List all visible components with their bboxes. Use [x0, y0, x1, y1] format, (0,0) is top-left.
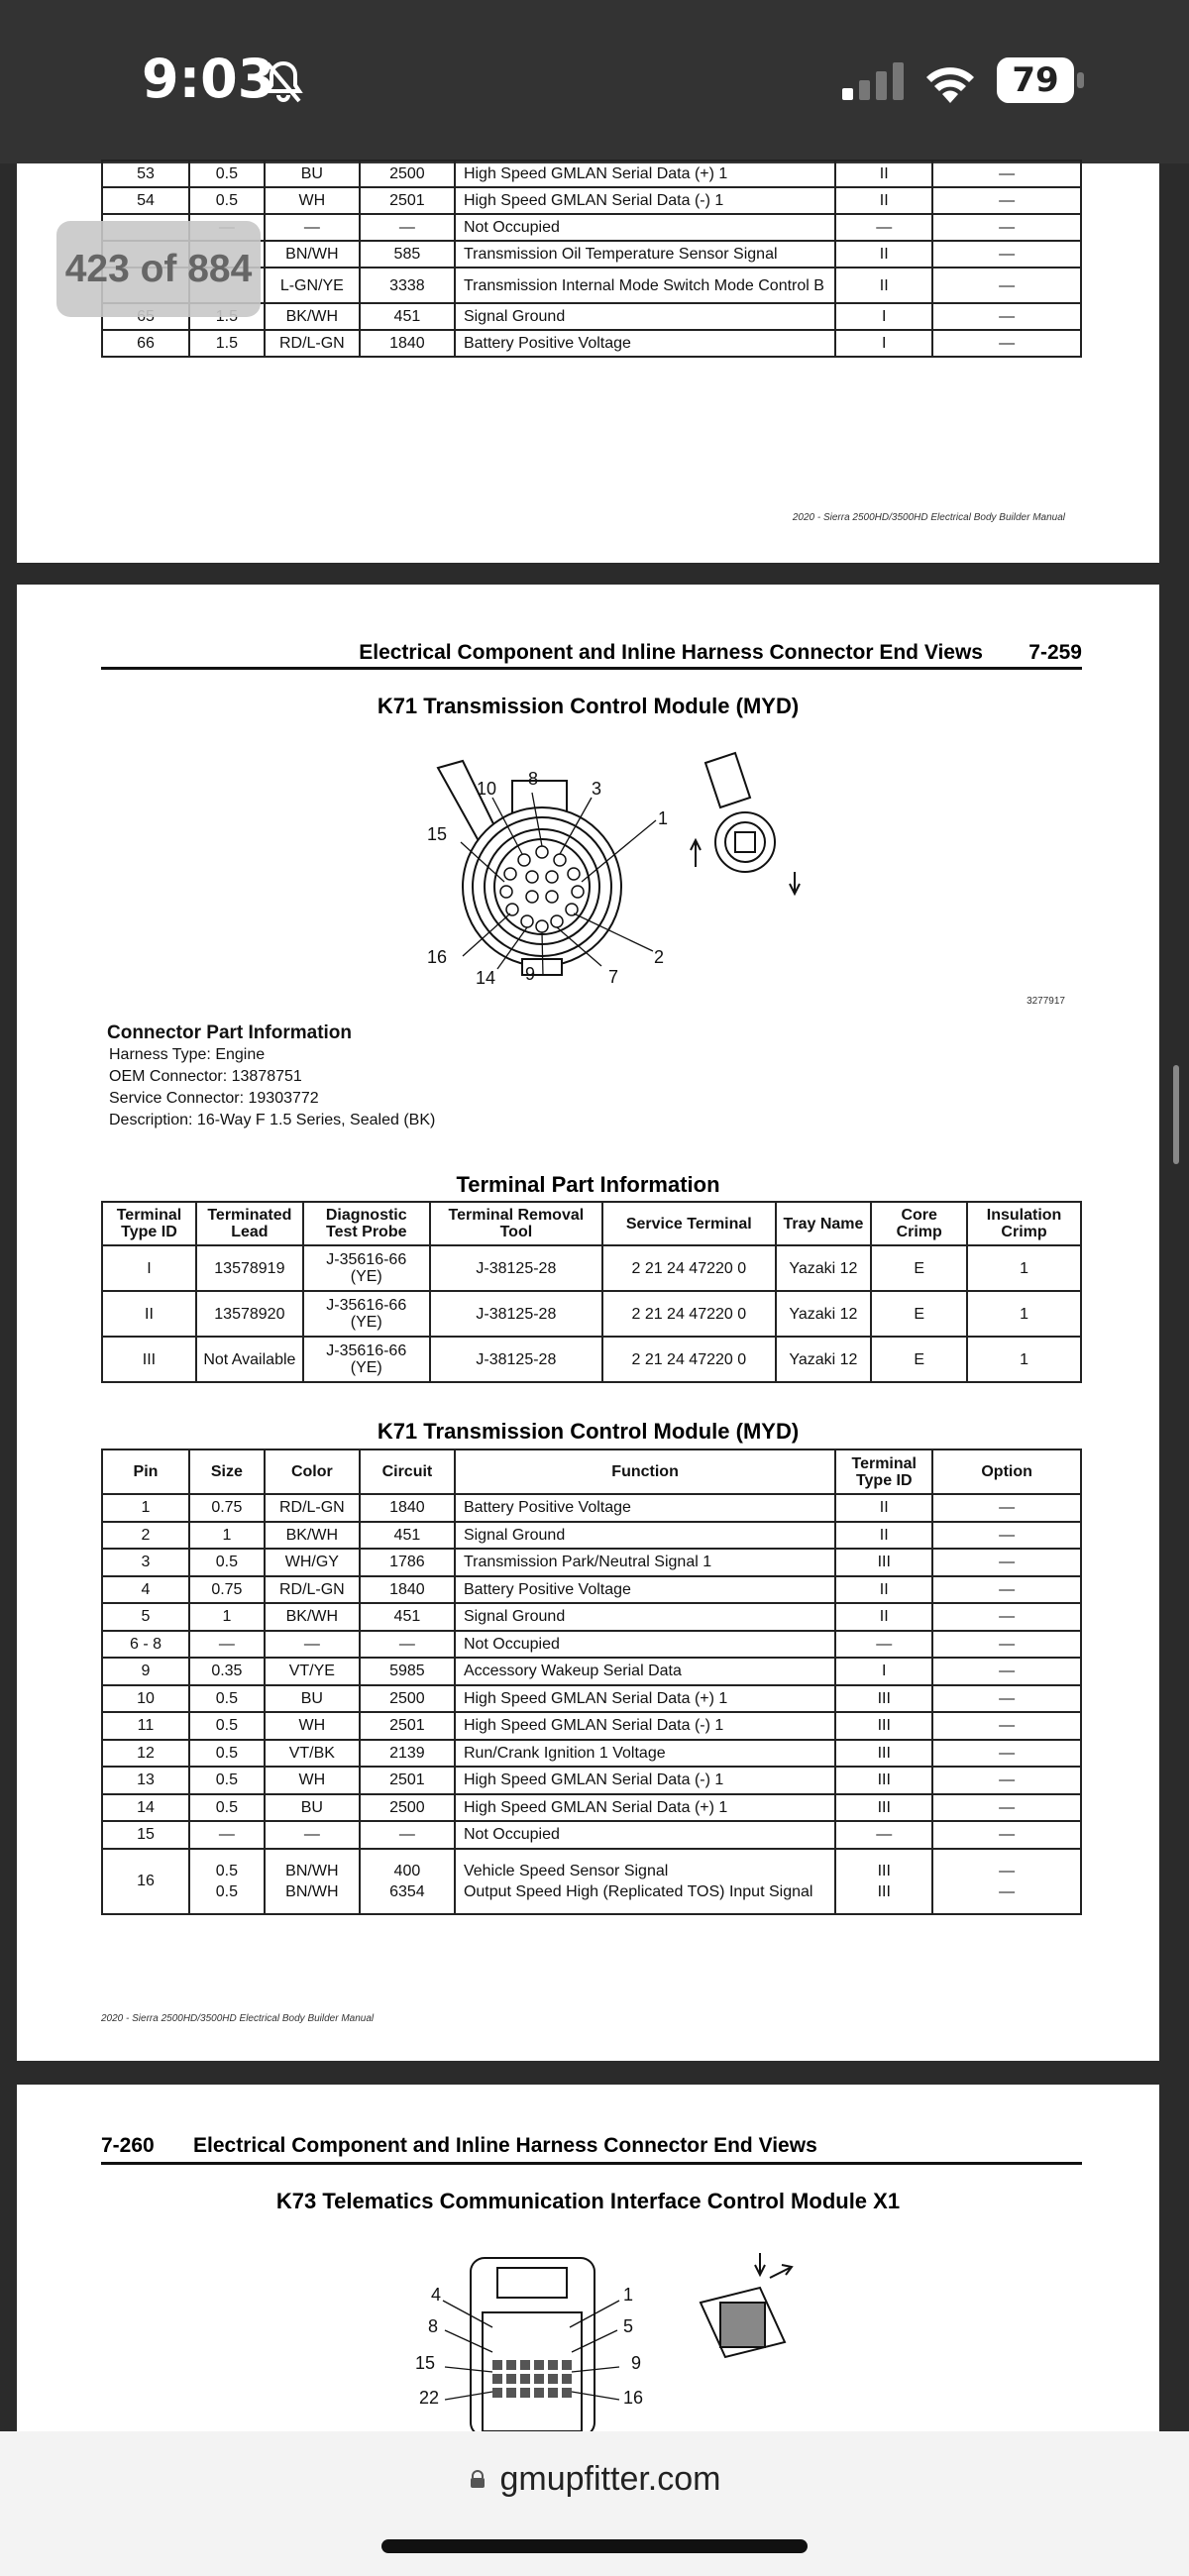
table-cell: 0.5	[189, 1549, 265, 1576]
table-cell: 1	[967, 1291, 1081, 1337]
table-cell	[455, 1849, 835, 1914]
bell-slash-icon	[260, 57, 307, 105]
column-header: Size	[189, 1449, 265, 1494]
table-row	[102, 161, 1081, 187]
table-cell: 3338	[360, 268, 455, 303]
table-cell: 0.5	[189, 1685, 265, 1713]
connector-part-info	[109, 1022, 435, 1131]
table-cell: —	[932, 1740, 1081, 1768]
table-cell: VT/BK	[265, 1740, 360, 1768]
pdf-page-7-260	[17, 2085, 1159, 2431]
table-row	[102, 1576, 1081, 1604]
table-cell: High Speed GMLAN Serial Data (-) 1	[455, 1712, 835, 1740]
table-cell: Transmission Oil Temperature Sensor Signal	[455, 241, 835, 268]
table-cell: BK/WH	[265, 303, 360, 330]
table-cell: 14	[102, 1794, 189, 1822]
table-row	[102, 1712, 1081, 1740]
battery-level: 79	[1012, 60, 1059, 100]
table-cell: 2500	[360, 161, 455, 187]
column-header: Circuit	[360, 1449, 455, 1494]
table-cell: —	[932, 1522, 1081, 1550]
connector-info-line: Description: 16-Way F 1.5 Series, Sealed (BK)	[109, 1112, 436, 1128]
table-cell: 0.75	[189, 1576, 265, 1604]
table-cell: Run/Crank Ignition 1 Voltage	[455, 1740, 835, 1768]
pin-callout: 8	[528, 769, 539, 789]
table-cell: Transmission Internal Mode Switch Mode Control B	[455, 268, 835, 303]
table-row	[102, 1522, 1081, 1550]
cell-line: —	[999, 1862, 1016, 1879]
pin-table	[101, 1449, 1082, 1915]
table-cell: 1840	[360, 1494, 455, 1522]
table-cell: BU	[265, 1685, 360, 1713]
table-cell: High Speed GMLAN Serial Data (-) 1	[455, 1767, 835, 1794]
table-cell: I	[835, 1658, 932, 1685]
table-cell: —	[932, 161, 1081, 187]
table-cell: 1840	[360, 1576, 455, 1604]
table-cell: 2 21 24 47220 0	[602, 1245, 775, 1291]
pin-callout: 5	[623, 2316, 634, 2336]
table-cell: 5985	[360, 1658, 455, 1685]
table-cell: E	[871, 1337, 967, 1382]
pin-callout: 8	[428, 2316, 439, 2336]
table-cell: RD/L-GN	[265, 330, 360, 357]
table-row	[102, 1658, 1081, 1685]
column-header: Option	[932, 1449, 1081, 1494]
table-cell: Not Occupied	[455, 1631, 835, 1659]
cell-line: 400	[393, 1862, 421, 1879]
table-cell	[360, 1849, 455, 1914]
table-cell: 16	[102, 1849, 189, 1914]
table-row	[102, 1337, 1081, 1382]
table-cell: 451	[360, 1603, 455, 1631]
header-page-number: 7-260	[101, 2134, 155, 2157]
table-cell: 1840	[360, 330, 455, 357]
table-cell: Not Occupied	[455, 214, 835, 241]
connector-info-line: Harness Type: Engine	[109, 1046, 266, 1063]
pin-callout: 9	[631, 2353, 642, 2373]
url-text: gmupfitter.com	[499, 2460, 721, 2498]
table-cell: 9	[102, 1658, 189, 1685]
header-page-number: 7-259	[1028, 641, 1082, 664]
table-cell: 1	[189, 1603, 265, 1631]
cell-line: 0.5	[215, 1862, 239, 1879]
table-cell: 5	[102, 1603, 189, 1631]
table-cell: III	[835, 1712, 932, 1740]
page-footer: 2020 - Sierra 2500HD/3500HD Electrical Body Builder Manual	[101, 2013, 375, 2024]
table-cell: III	[835, 1740, 932, 1768]
table-cell: 53	[102, 161, 189, 187]
table-cell: 451	[360, 1522, 455, 1550]
table-cell: 2501	[360, 187, 455, 214]
table-cell: 2139	[360, 1740, 455, 1768]
table-cell: —	[932, 1549, 1081, 1576]
table-cell: RD/L-GN	[265, 1494, 360, 1522]
page-header	[101, 641, 1082, 670]
table-cell: —	[835, 1821, 932, 1849]
pin-callout: 1	[658, 808, 669, 828]
table-cell: —	[265, 1821, 360, 1849]
cell-line: —	[999, 1882, 1016, 1900]
table-cell: —	[932, 241, 1081, 268]
table-cell: 66	[102, 330, 189, 357]
component-title: K73 Telematics Communication Interface Control Module X1	[275, 2189, 901, 2213]
terminal-table-title: Terminal Part Information	[456, 1172, 720, 1197]
browser-bottom-bar	[0, 2431, 1189, 2576]
table-cell: Yazaki 12	[776, 1291, 872, 1337]
table-cell: I	[102, 1245, 196, 1291]
table-cell: BU	[265, 161, 360, 187]
table-cell: —	[932, 1685, 1081, 1713]
table-row	[102, 1603, 1081, 1631]
cell-line: Vehicle Speed Sensor Signal	[463, 1862, 669, 1879]
table-cell: J-35616-66 (YE)	[303, 1337, 430, 1382]
table-cell: Signal Ground	[455, 303, 835, 330]
connector-diagram	[393, 2243, 819, 2431]
column-header: Service Terminal	[602, 1202, 775, 1245]
table-cell: Battery Positive Voltage	[455, 1494, 835, 1522]
table-cell: —	[265, 214, 360, 241]
table-cell: J-38125-28	[430, 1291, 602, 1337]
table-cell: RD/L-GN	[265, 1576, 360, 1604]
pin-callout: 16	[623, 2388, 644, 2408]
table-cell: 2 21 24 47220 0	[602, 1337, 775, 1382]
cell-line: III	[877, 1882, 891, 1900]
cell-line: III	[877, 1862, 891, 1879]
table-cell: J-35616-66 (YE)	[303, 1245, 430, 1291]
pin-callout: 14	[476, 968, 496, 986]
table-row	[102, 1767, 1081, 1794]
table-cell: 1	[967, 1337, 1081, 1382]
pin-callout: 7	[608, 967, 619, 986]
table-cell: 2	[102, 1522, 189, 1550]
table-row	[102, 187, 1081, 214]
table-cell: 0.75	[189, 1494, 265, 1522]
table-cell: I	[835, 330, 932, 357]
clock: 9:03	[142, 48, 275, 110]
cell-line: BN/WH	[285, 1862, 339, 1879]
table-cell: —	[932, 1576, 1081, 1604]
table-cell	[835, 1849, 932, 1914]
column-header: Function	[455, 1449, 835, 1494]
table-row	[102, 1685, 1081, 1713]
table-cell: —	[932, 187, 1081, 214]
table-cell: —	[265, 1631, 360, 1659]
table-cell: BK/WH	[265, 1603, 360, 1631]
pin-callout: 4	[431, 2285, 442, 2305]
column-header: Diagnostic Test Probe	[303, 1202, 430, 1245]
table-cell	[189, 1849, 265, 1914]
connector-info-line: Service Connector: 19303772	[109, 1090, 319, 1107]
table-cell: 451	[360, 303, 455, 330]
table-cell: 0.5	[189, 1794, 265, 1822]
table-cell: 10	[102, 1685, 189, 1713]
pin-callout: 15	[415, 2353, 436, 2373]
table-cell: III	[835, 1794, 932, 1822]
table-row	[102, 1291, 1081, 1337]
connector-info-heading: Connector Part Information	[107, 1022, 353, 1043]
table-cell: 2500	[360, 1794, 455, 1822]
table-cell: Accessory Wakeup Serial Data	[455, 1658, 835, 1685]
cellular-signal-icon	[842, 62, 904, 100]
table-cell: —	[932, 330, 1081, 357]
table-cell: II	[835, 268, 932, 303]
table-cell: High Speed GMLAN Serial Data (+) 1	[455, 1794, 835, 1822]
column-header: Pin	[102, 1449, 189, 1494]
page-header	[101, 2134, 1082, 2165]
table-cell: High Speed GMLAN Serial Data (-) 1	[455, 187, 835, 214]
table-cell: —	[932, 1603, 1081, 1631]
table-cell: 0.5	[189, 161, 265, 187]
table-cell: 2 21 24 47220 0	[602, 1291, 775, 1337]
table-row	[102, 1245, 1081, 1291]
terminal-part-table	[101, 1201, 1082, 1383]
table-cell: Not Available	[196, 1337, 303, 1382]
table-cell: II	[835, 1494, 932, 1522]
table-row	[102, 1494, 1081, 1522]
pin-callout: 16	[427, 947, 448, 967]
table-cell: III	[835, 1549, 932, 1576]
figure-id: 3277917	[1027, 996, 1065, 1007]
table-row	[102, 1821, 1081, 1849]
table-cell: 1786	[360, 1549, 455, 1576]
table-cell: Transmission Park/Neutral Signal 1	[455, 1549, 835, 1576]
table-cell: Battery Positive Voltage	[455, 330, 835, 357]
table-cell: —	[932, 1658, 1081, 1685]
connector-info-line: OEM Connector: 13878751	[109, 1068, 302, 1085]
table-cell: II	[835, 241, 932, 268]
column-header: Color	[265, 1449, 360, 1494]
cell-line: 6354	[389, 1882, 425, 1900]
table-cell: Yazaki 12	[776, 1245, 872, 1291]
table-row	[102, 1849, 1081, 1914]
table-cell: WH	[265, 1712, 360, 1740]
table-cell: —	[189, 1821, 265, 1849]
status-bar	[0, 0, 1189, 163]
table-cell: —	[835, 1631, 932, 1659]
table-cell: 6 - 8	[102, 1631, 189, 1659]
table-cell: WH/GY	[265, 1549, 360, 1576]
table-cell: —	[932, 1631, 1081, 1659]
table-row	[102, 1740, 1081, 1768]
table-cell: —	[932, 1794, 1081, 1822]
table-cell: 2501	[360, 1767, 455, 1794]
pin-callout: 10	[477, 779, 497, 799]
table-cell: II	[835, 1522, 932, 1550]
table-cell: 2501	[360, 1712, 455, 1740]
table-cell: 1	[102, 1494, 189, 1522]
table-cell: III	[102, 1337, 196, 1382]
table-cell: II	[835, 1576, 932, 1604]
connector-diagram	[393, 743, 819, 986]
pin-table-title: K71 Transmission Control Module (MYD)	[377, 1419, 800, 1444]
table-cell: Signal Ground	[455, 1522, 835, 1550]
pin-callout: 15	[427, 824, 448, 844]
table-cell: 0.5	[189, 187, 265, 214]
table-cell: J-38125-28	[430, 1337, 602, 1382]
table-cell: 15	[102, 1821, 189, 1849]
table-cell: —	[932, 214, 1081, 241]
page-counter-badge: 423 of 884	[56, 221, 261, 317]
table-cell: 0.5	[189, 1767, 265, 1794]
scrollbar-thumb[interactable]	[1173, 1065, 1179, 1164]
table-cell: —	[932, 1494, 1081, 1522]
table-cell: 1	[967, 1245, 1081, 1291]
header-title: Electrical Component and Inline Harness Connector End Views	[193, 2134, 817, 2157]
pin-callout: 1	[623, 2285, 634, 2305]
table-cell: 1	[189, 1522, 265, 1550]
table-row	[102, 1794, 1081, 1822]
pdf-page-7-259	[17, 585, 1159, 2061]
table-cell: 2500	[360, 1685, 455, 1713]
page-footer: 2020 - Sierra 2500HD/3500HD Electrical Body Builder Manual	[792, 512, 1065, 523]
table-cell: E	[871, 1291, 967, 1337]
table-cell: II	[835, 161, 932, 187]
table-cell: —	[932, 1767, 1081, 1794]
table-cell: —	[932, 303, 1081, 330]
table-cell: BN/WH	[265, 241, 360, 268]
wifi-icon	[923, 59, 977, 103]
table-row	[102, 330, 1081, 357]
table-cell: —	[360, 1631, 455, 1659]
table-cell: 4	[102, 1576, 189, 1604]
column-header: Terminal Type ID	[835, 1449, 932, 1494]
cell-line: BN/WH	[285, 1882, 339, 1900]
column-header: Terminal Removal Tool	[430, 1202, 602, 1245]
table-cell: —	[932, 268, 1081, 303]
column-header: Terminated Lead	[196, 1202, 303, 1245]
table-cell: J-35616-66 (YE)	[303, 1291, 430, 1337]
table-cell: —	[360, 214, 455, 241]
table-cell: Battery Positive Voltage	[455, 1576, 835, 1604]
table-cell: —	[932, 1712, 1081, 1740]
pin-callout: 2	[654, 947, 665, 967]
table-cell: I	[835, 303, 932, 330]
cell-line: Output Speed High (Replicated TOS) Input Signal	[463, 1882, 813, 1900]
table-cell: —	[360, 1821, 455, 1849]
table-cell: —	[932, 1821, 1081, 1849]
table-cell: 0.5	[189, 1712, 265, 1740]
table-cell: 13578920	[196, 1291, 303, 1337]
table-cell: 0.35	[189, 1658, 265, 1685]
table-row	[102, 1549, 1081, 1576]
header-title: Electrical Component and Inline Harness Connector End Views	[359, 641, 983, 664]
table-cell: II	[102, 1291, 196, 1337]
column-header: Terminal Type ID	[102, 1202, 196, 1245]
table-cell: —	[835, 214, 932, 241]
table-cell: J-38125-28	[430, 1245, 602, 1291]
table-cell: High Speed GMLAN Serial Data (+) 1	[455, 1685, 835, 1713]
table-cell: Yazaki 12	[776, 1337, 872, 1382]
column-header: Tray Name	[776, 1202, 872, 1245]
table-cell: E	[871, 1245, 967, 1291]
table-cell: 13578919	[196, 1245, 303, 1291]
pin-callout: 9	[525, 964, 536, 984]
table-cell	[265, 1849, 360, 1914]
pin-callout: 22	[419, 2388, 440, 2408]
table-cell: III	[835, 1685, 932, 1713]
table-cell: —	[189, 1631, 265, 1659]
table-cell: VT/YE	[265, 1658, 360, 1685]
table-cell: WH	[265, 187, 360, 214]
table-cell: WH	[265, 1767, 360, 1794]
table-cell: II	[835, 187, 932, 214]
table-cell: 54	[102, 187, 189, 214]
table-cell: 3	[102, 1549, 189, 1576]
table-cell: 0.5	[189, 1740, 265, 1768]
table-cell: High Speed GMLAN Serial Data (+) 1	[455, 161, 835, 187]
table-cell: BK/WH	[265, 1522, 360, 1550]
table-cell	[932, 1849, 1081, 1914]
table-cell: 13	[102, 1767, 189, 1794]
table-cell: 1.5	[189, 330, 265, 357]
table-cell: III	[835, 1767, 932, 1794]
home-indicator[interactable]	[381, 2539, 808, 2553]
battery-icon	[997, 57, 1086, 103]
table-cell: 585	[360, 241, 455, 268]
table-cell: Signal Ground	[455, 1603, 835, 1631]
table-cell: Not Occupied	[455, 1821, 835, 1849]
column-header: Insulation Crimp	[967, 1202, 1081, 1245]
column-header: Core Crimp	[871, 1202, 967, 1245]
lock-icon	[469, 2470, 486, 2488]
table-cell: II	[835, 1603, 932, 1631]
table-cell: 12	[102, 1740, 189, 1768]
pin-callout: 3	[592, 779, 602, 799]
component-title: K71 Transmission Control Module (MYD)	[377, 694, 800, 718]
table-cell: 11	[102, 1712, 189, 1740]
table-cell: L-GN/YE	[265, 268, 360, 303]
address-bar[interactable]	[0, 2460, 1189, 2499]
table-cell: BU	[265, 1794, 360, 1822]
table-row	[102, 1631, 1081, 1659]
cell-line: 0.5	[215, 1882, 239, 1900]
